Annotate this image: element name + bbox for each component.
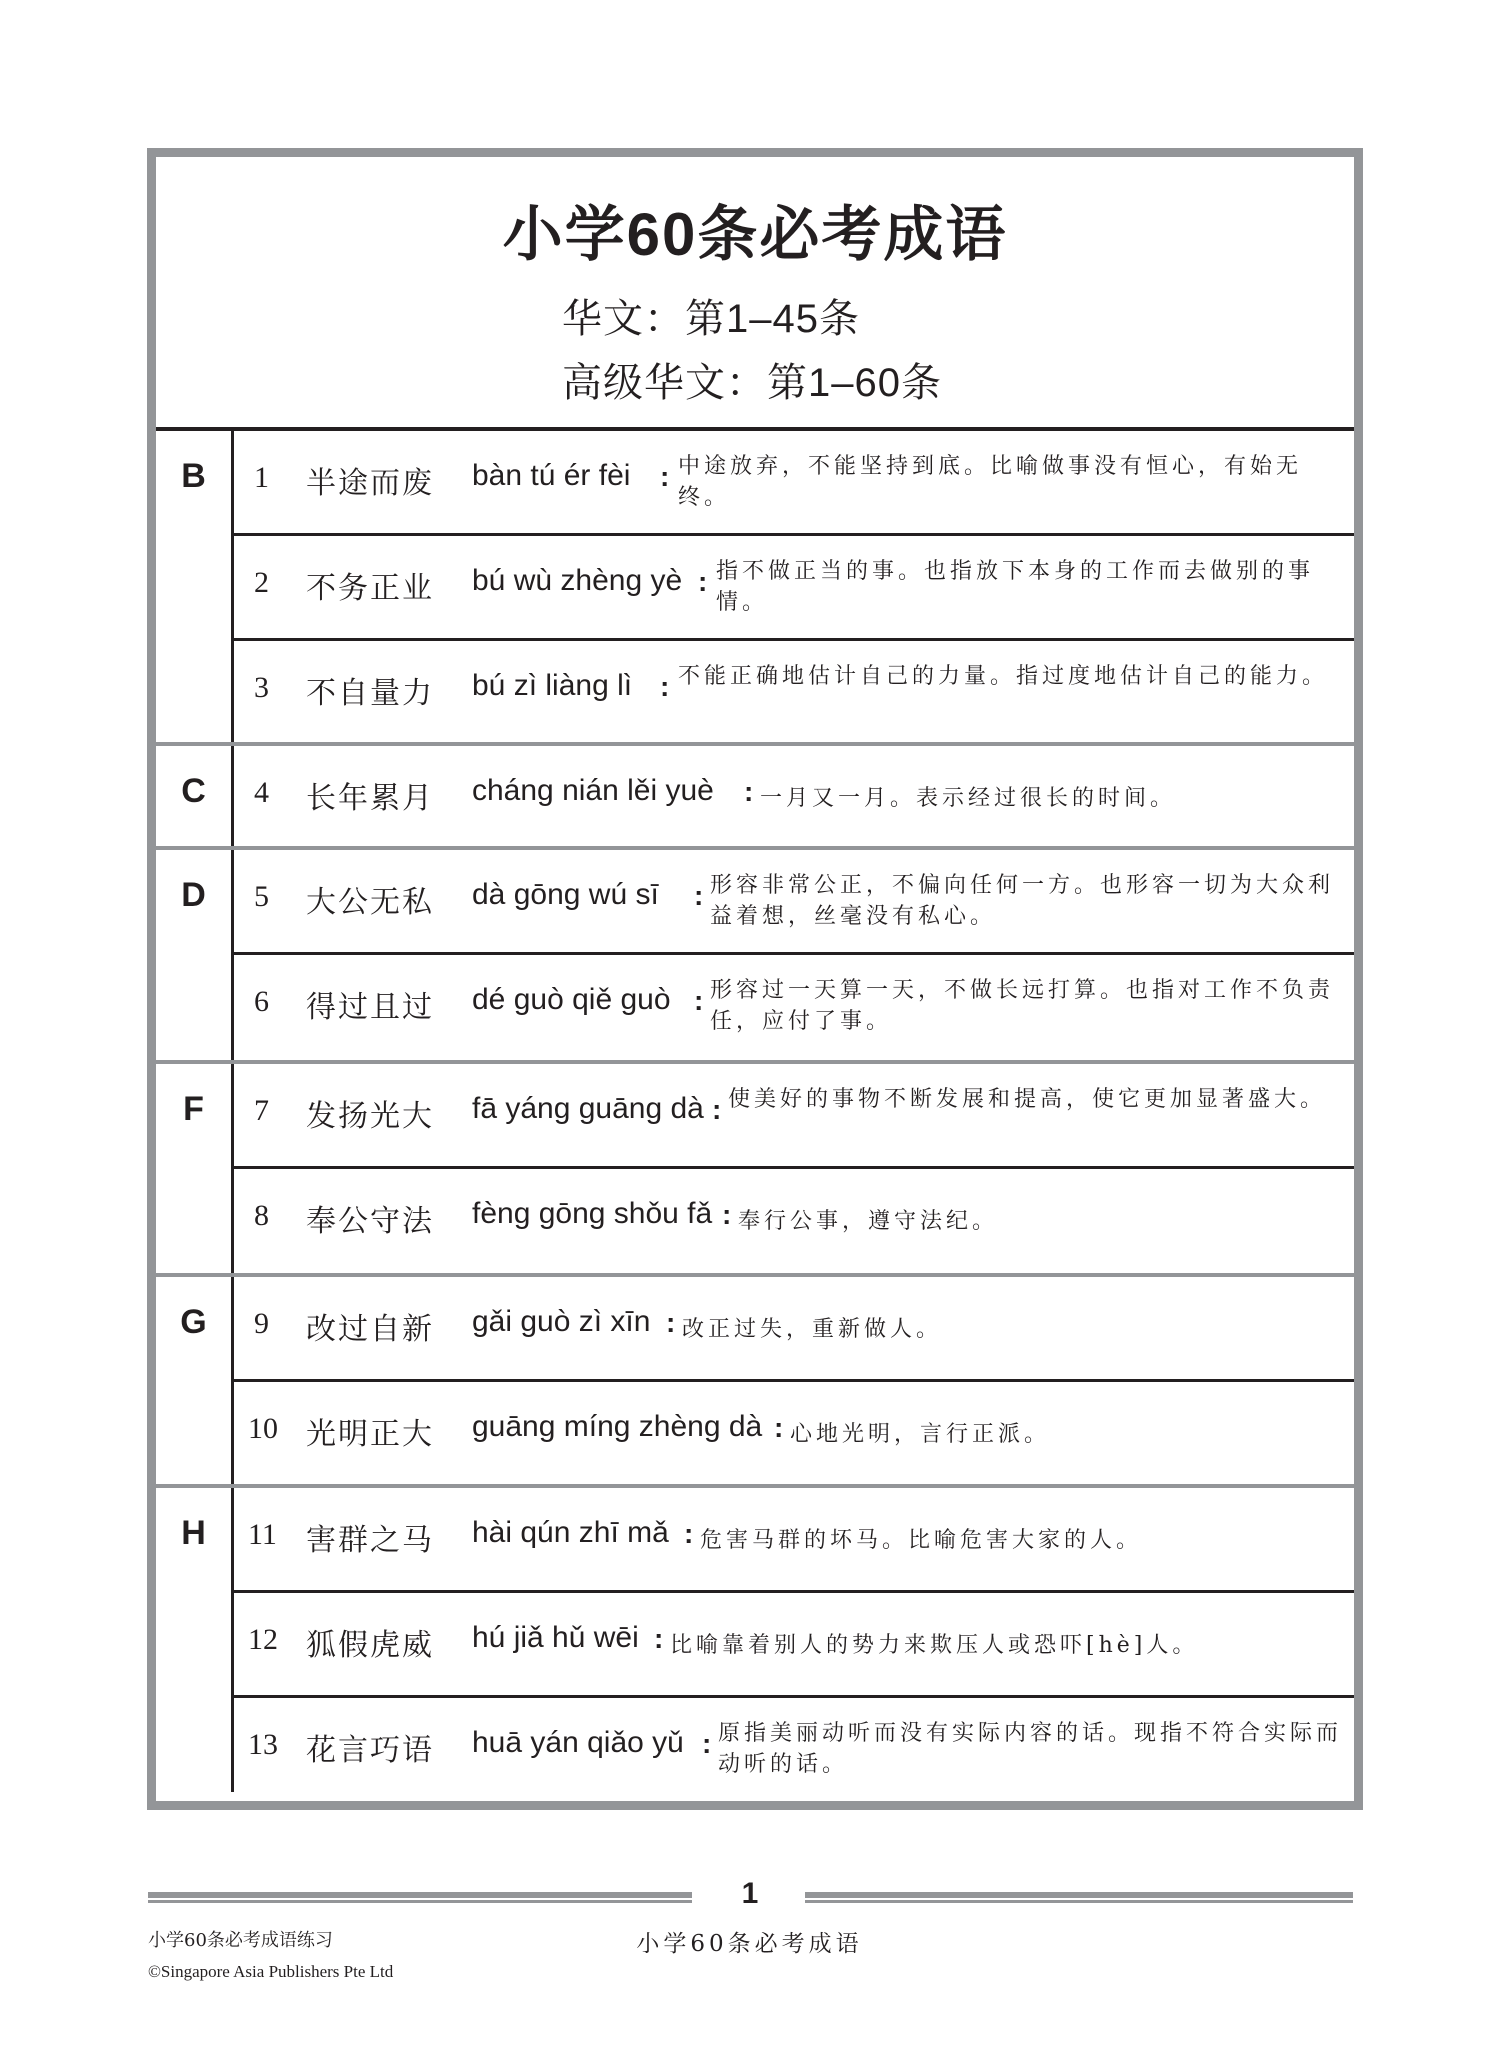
definition-text: 一月又一月。表示经过很长的时间。 (760, 786, 1177, 811)
idiom-table (147, 148, 1363, 1810)
colon: : (694, 880, 704, 911)
idiom-row (234, 1698, 1354, 1800)
definition-text: 形容过一天算一天，不做长远打算。也指对工作不负责任，应付了事。 (710, 978, 1335, 1034)
idiom-text: 花言巧语 (306, 1733, 434, 1768)
colon: : (694, 985, 704, 1016)
idiom-row (234, 1064, 1354, 1169)
pinyin-text: dé guò qiě guò (472, 983, 671, 1016)
colon: : (712, 1094, 722, 1125)
entry-number: 11 (248, 1518, 277, 1551)
footer-copyright: ©Singapore Asia Publishers Pte Ltd (148, 1962, 394, 1981)
subtitle-chinese: 华文：第1–45条 (562, 297, 860, 341)
entry-number: 12 (248, 1623, 278, 1656)
definition-text: 危害马群的坏马。比喻危害大家的人。 (700, 1528, 1143, 1553)
definition-text: 形容非常公正，不偏向任何一方。也形容一切为大众利益着想，丝毫没有私心。 (710, 873, 1335, 929)
idiom-text: 改过自新 (306, 1312, 434, 1347)
group-letter (156, 431, 234, 742)
definition-text: 比喻靠着别人的势力来欺压人或恐吓[hè]人。 (670, 1633, 1199, 1658)
definition-text: 原指美丽动听而没有实际内容的话。现指不符合实际而动听的话。 (718, 1721, 1343, 1777)
idiom-row (234, 1382, 1354, 1484)
group-letter-text: H (181, 1514, 206, 1552)
footer-book-title: 小学60条必考成语练习 (148, 1930, 333, 1951)
entry-number: 2 (254, 566, 269, 599)
entry-number: 10 (248, 1412, 278, 1445)
idiom-row (234, 1277, 1354, 1382)
idiom-text: 发扬光大 (306, 1099, 434, 1134)
footer-center-title: 小学60条必考成语 (636, 1931, 863, 1957)
idiom-text: 狐假虎威 (306, 1628, 434, 1663)
colon: : (698, 566, 708, 597)
group-g (156, 1277, 1354, 1488)
definition-text: 使美好的事物不断发展和提高，使它更加显著盛大。 (728, 1087, 1327, 1112)
footer-rule-left (148, 1892, 692, 1903)
group-letter-text: D (181, 876, 206, 914)
definition-text: 指不做正当的事。也指放下本身的工作而去做别的事情。 (716, 559, 1315, 615)
idiom-row (234, 1593, 1354, 1698)
group-letter (156, 1277, 234, 1484)
pinyin-text: cháng nián lěi yuè (472, 774, 714, 807)
idiom-row (234, 1169, 1354, 1271)
colon: : (660, 671, 670, 702)
definition-text: 中途放弃，不能坚持到底。比喻做事没有恒心，有始无终。 (678, 454, 1303, 510)
colon: : (744, 776, 754, 807)
idiom-row (234, 746, 1354, 846)
entry-number: 1 (254, 461, 269, 494)
colon: : (660, 461, 670, 492)
entry-number: 8 (254, 1199, 269, 1232)
pinyin-text: gǎi guò zì xīn (472, 1305, 651, 1338)
idiom-text: 光明正大 (306, 1417, 434, 1452)
idiom-row (234, 850, 1354, 955)
entry-number: 9 (254, 1307, 269, 1340)
footer-rule-right (805, 1892, 1353, 1903)
table-header (156, 157, 1354, 431)
idiom-text: 不自量力 (306, 676, 434, 711)
idiom-text: 害群之马 (306, 1523, 434, 1558)
idiom-row (234, 1488, 1354, 1593)
definition-text: 奉行公事，遵守法纪。 (738, 1209, 999, 1234)
group-h (156, 1488, 1354, 1792)
pinyin-text: guāng míng zhèng dà (472, 1410, 763, 1443)
idiom-row (234, 641, 1354, 743)
table-body (156, 431, 1354, 1792)
pinyin-text: hài qún zhī mǎ (472, 1516, 669, 1549)
group-letter-text: F (183, 1090, 204, 1128)
group-b (156, 431, 1354, 746)
group-letter-text: C (181, 772, 206, 810)
idiom-row (234, 955, 1354, 1057)
definition-text: 不能正确地估计自己的力量。指过度地估计自己的能力。 (678, 664, 1329, 689)
colon: : (684, 1518, 694, 1549)
group-letter-text: B (181, 457, 206, 495)
idiom-row (234, 431, 1354, 536)
group-letter (156, 1064, 234, 1273)
page-title: 小学60条必考成语 (502, 201, 1008, 268)
entry-number: 6 (254, 985, 269, 1018)
group-letter (156, 746, 234, 846)
pinyin-text: hú jiǎ hǔ wēi (472, 1621, 639, 1654)
idiom-text: 奉公守法 (306, 1204, 434, 1239)
pinyin-text: bú zì liàng lì (472, 669, 633, 702)
colon: : (722, 1199, 732, 1230)
definition-text: 心地光明，言行正派。 (790, 1422, 1051, 1447)
group-letter (156, 850, 234, 1060)
entry-number: 3 (254, 671, 269, 704)
idiom-text: 得过且过 (306, 990, 434, 1025)
subtitle-higher-chinese: 高级华文：第1–60条 (562, 361, 942, 405)
pinyin-text: bú wù zhèng yè (472, 564, 683, 597)
pinyin-text: bàn tú ér fèi (472, 459, 631, 492)
group-d (156, 850, 1354, 1064)
definition-text: 改正过失，重新做人。 (682, 1317, 943, 1342)
entry-number: 5 (254, 880, 269, 913)
idiom-text: 半途而废 (306, 466, 434, 501)
group-letter-text: G (180, 1303, 207, 1341)
idiom-row (234, 536, 1354, 641)
entry-number: 7 (254, 1094, 269, 1127)
group-c (156, 746, 1354, 850)
colon: : (702, 1728, 712, 1759)
group-letter (156, 1488, 234, 1792)
page-number: 1 (741, 1877, 759, 1910)
idiom-text: 大公无私 (306, 885, 434, 920)
group-f (156, 1064, 1354, 1277)
colon: : (654, 1623, 664, 1654)
pinyin-text: dà gōng wú sī (472, 878, 659, 911)
colon: : (774, 1412, 784, 1443)
entry-number: 13 (248, 1728, 278, 1761)
pinyin-text: fèng gōng shǒu fǎ (472, 1197, 713, 1230)
entry-number: 4 (254, 776, 269, 809)
idiom-text: 不务正业 (306, 571, 434, 606)
idiom-text: 长年累月 (306, 781, 434, 816)
colon: : (666, 1307, 676, 1338)
pinyin-text: huā yán qiǎo yǔ (472, 1726, 684, 1759)
pinyin-text: fā yáng guāng dà (472, 1092, 704, 1125)
